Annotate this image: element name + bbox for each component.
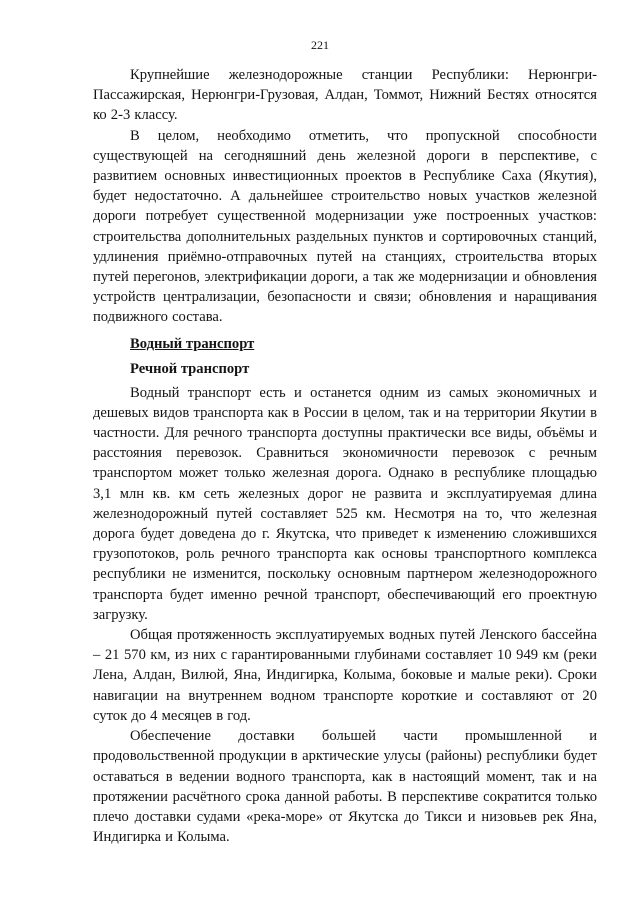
paragraph-railway-stations: Крупнейшие железнодорожные станции Республики: Нерюнгри-Пассажирская, Нерюнгри-Грузовая, Алдан, Томмот, Нижний Бестях относятся ко 2-3 классу.	[93, 67, 597, 124]
page-body	[93, 65, 597, 847]
subsection-heading-river-transport: Речной транспорт	[130, 360, 250, 377]
paragraph-lena-basin: Общая протяженность эксплуатируемых водных путей Ленского бассейна – 21 570 км, из них с гарантированными глубинами составляет 10 949 км (реки Лена, Алдан, Вилюй, Яна, Индигирка, Колыма, боковые и малые реки). Сроки навигации на внутреннем водном транспорте короткие и составляют от 20 суток до 4 месяцев в год.	[93, 627, 597, 724]
paragraph-water-transport-economy: Водный транспорт есть и останется одним из самых экономичных и дешевых видов транспорта как в России в целом, так и на территории Якутии в частности. Для речного транспорта доступны практически все виды, объёмы и расстояния перевозок. Сравниться экономичности перевозок с речным транспортом может только железная дорога. Однако в республике площадью 3,1 млн кв. км сеть железных дорог не развита и эксплуатируемая длина железнодорожный путей составляет 525 км. Несмотря на то, что железная дорога будет доведена до г. Якутска, что приведет к изменению сложившихся грузопотоков, роль речного транспорта как основы транспортного комплекса республики не изменится, поскольку основным партнером железнодорожного транспорта будет именно речной транспорт, обеспечивающий его проектную загрузку.	[93, 384, 597, 623]
page-number: 221	[311, 38, 329, 52]
paragraph-railway-capacity: В целом, необходимо отметить, что пропускной способности существующей на сегодняшний день железной дороги в перспективе, с развитием основных инвестиционных проектов в Республике Саха (Якутия), будет недостаточно. А дальнейшее строительство новых участков железной дороги потребует существенной модернизации уже построенных участков: строительства дополнительных раздельных пунктов и сортировочных станций, удлинения приёмно-отправочных путей на станциях, строительства вторых путей перегонов, электрификации дороги, а так же модернизации и обновления устройств централизации, безопасности и связи; обновления и наращивания подвижного состава.	[93, 127, 597, 326]
paragraph-arctic-delivery: Обеспечение доставки большей части промышленной и продовольственной продукции в арктические улусы (районы) республики будет оставаться в ведении водного транспорта, как в настоящий момент, так и на протяжении расчётного срока данной работы. В перспективе сократится только плечо доставки судами «река-море» от Якутска до Тикси и низовьев рек Яна, Индигирка и Колыма.	[93, 728, 597, 846]
section-heading-water-transport: Водный транспорт	[130, 335, 255, 352]
